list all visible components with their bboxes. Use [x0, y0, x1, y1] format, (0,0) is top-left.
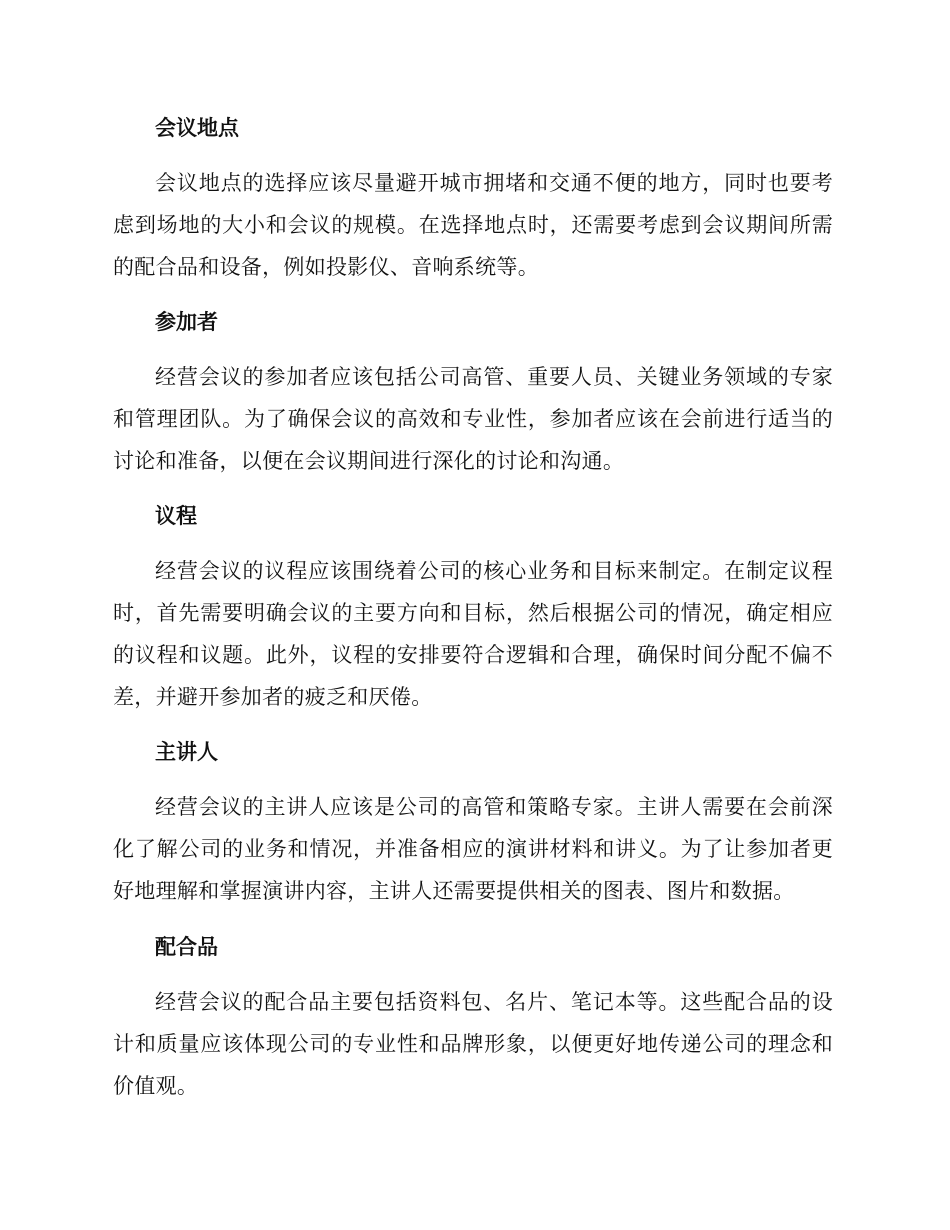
- section-paragraph: 经营会议的配合品主要包括资料包、名片、笔记本等。这些配合品的设计和质量应该体现公司的专业性和品牌形象，以便更好地传递公司的理念和价值观。: [113, 990, 833, 1098]
- section-paragraph: 会议地点的选择应该尽量避开城市拥堵和交通不便的地方，同时也要考虑到场地的大小和会议的规模。在选择地点时，还需要考虑到会议期间所需的配合品和设备，例如投影仪、音响系统等。: [113, 171, 833, 279]
- section-paragraph: 经营会议的参加者应该包括公司高管、重要人员、关键业务领域的专家和管理团队。为了确保会议的高效和专业性，参加者应该在会前进行适当的讨论和准备，以便在会议期间进行深化的讨论和沟通。: [113, 365, 833, 473]
- section-heading: 议程: [155, 504, 197, 528]
- section-heading: 会议地点: [155, 116, 239, 140]
- section-heading: 配合品: [155, 935, 218, 959]
- section-heading: 参加者: [155, 310, 218, 334]
- section-paragraph: 经营会议的主讲人应该是公司的高管和策略专家。主讲人需要在会前深化了解公司的业务和情况，并准备相应的演讲材料和讲义。为了让参加者更好地理解和掌握演讲内容，主讲人还需要提供相关的图表、图片和数据。: [113, 795, 833, 903]
- section-paragraph: 经营会议的议程应该围绕着公司的核心业务和目标来制定。在制定议程时，首先需要明确会议的主要方向和目标，然后根据公司的情况，确定相应的议程和议题。此外，议程的安排要符合逻辑和合理，确保时间分配不偏不差，并避开参加者的疲乏和厌倦。: [113, 559, 833, 709]
- section-heading: 主讲人: [155, 740, 218, 764]
